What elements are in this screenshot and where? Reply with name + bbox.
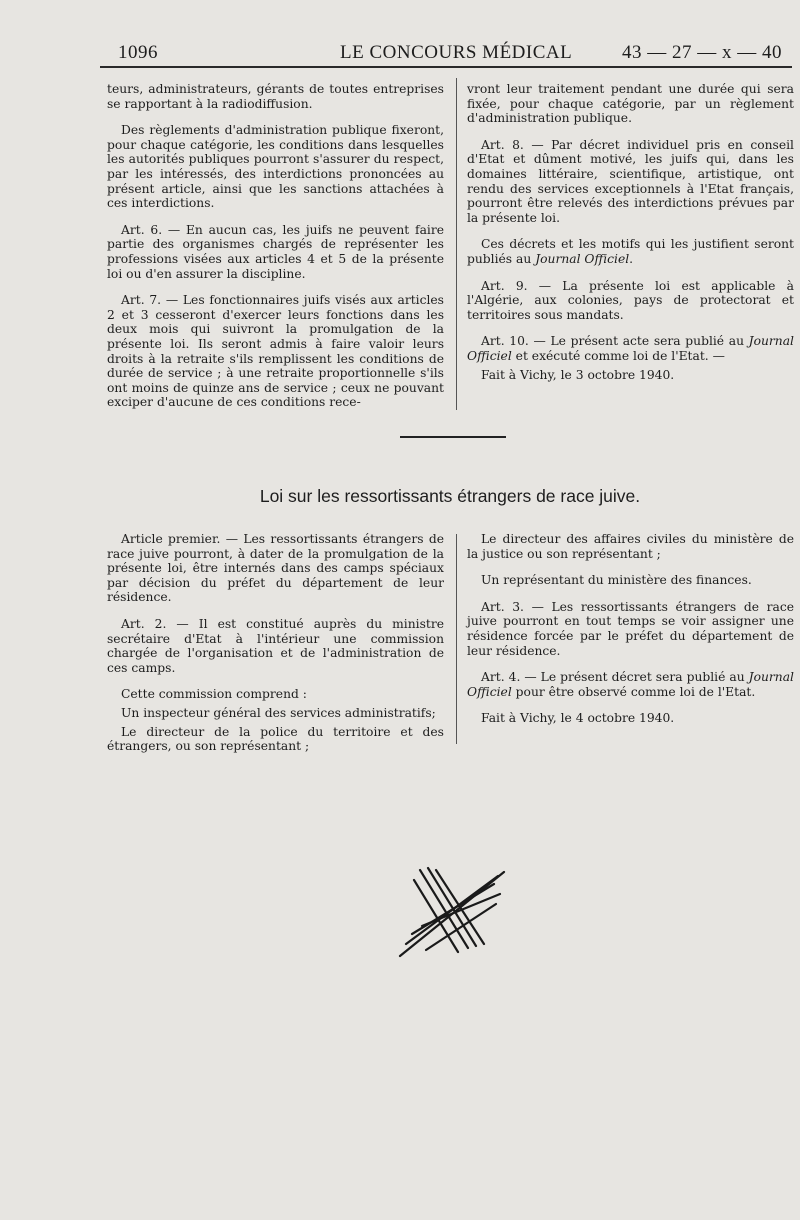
signature-line: Fait à Vichy, le 3 octobre 1940. — [481, 367, 675, 382]
journal-officiel-ref: Journal Officiel — [467, 334, 794, 363]
journal-officiel-ref: Journal Officiel — [535, 251, 630, 266]
article-10 — [467, 334, 794, 363]
article-8: Art. 8. — Par décret individuel pris en conseil d'Etat et dûment motivé, les juifs qui, dans les domaines littéraire, scientifique, artistique, ont rendu des services exceptionnels à l'Etat français, pourront être relevés des interdictions prévues par la présente loi. — [467, 137, 794, 225]
section-title: Loi sur les ressortissants étrangers de race juive. — [259, 486, 641, 506]
text-run: Art. 4. — Le présent décret sera publié au — [481, 670, 749, 685]
second-law-column-left — [107, 532, 444, 766]
page-number: 1096 — [118, 42, 158, 63]
text-run: . — [629, 251, 634, 266]
paragraph-continuation: vront leur traitement pendant une durée qui sera fixée, pour chaque catégorie, par un règlement d'administration publique. — [467, 82, 794, 126]
text-run: et exécuté comme loi de l'Etat. — — [511, 348, 725, 363]
issue-date: 43 — 27 — x — 40 — [622, 42, 782, 63]
column-divider — [456, 78, 457, 410]
paragraph-inspecteur: Un inspecteur général des services administratifs; — [121, 705, 436, 720]
first-law-column-left — [107, 82, 444, 422]
article-9: Art. 9. — La présente loi est applicable à l'Algérie, aux colonies, pays de protectorat et territoires sous mandats. — [467, 278, 794, 322]
paragraph-reglements: Des règlements d'administration publique fixeront, pour chaque catégorie, les conditions dans lesquelles les autorités publiques pourront s'assurer du respect, par les intéressés, des interdictions prononcées au présent article, ainsi que les sanctions attachées à ces interdictions. — [107, 123, 444, 211]
first-law-column-right — [467, 82, 794, 394]
crosshatch-ornament-icon — [396, 866, 510, 960]
article-3: Art. 3. — Les ressortissants étrangers de race juive pourront en tout temps se voir assigner une résidence forcée par le préfet du département de leur résidence. — [467, 599, 794, 658]
header-rule — [100, 66, 792, 68]
paragraph-continuation: teurs, administrateurs, gérants de toutes entreprises se rapportant à la radiodiffusion. — [107, 82, 444, 111]
signature-line: Fait à Vichy, le 4 octobre 1940. — [481, 711, 675, 726]
text-run: Art. 10. — Le présent acte sera publié au — [481, 334, 749, 349]
article-7: Art. 7. — Les fonctionnaires juifs visés aux articles 2 et 3 cesseront d'exercer leurs fonctions dans les deux mois qui suivront la promulgation de la présente loi. Ils seront admis à faire valoir leurs droits à la retraite s'ils remplissent les conditions de durée de service ; à une retraite proportionnelle s'ils ont moins de quinze ans de service ; ceux ne pouvant exciper d'aucune de ces conditions rece- — [107, 293, 444, 410]
article-1: Article premier. — Les ressortissants étrangers de race juive pourront, à dater de la promulgation de la présente loi, être internés dans des camps spéciaux par décision du préfet du département de leur résidence. — [107, 532, 444, 605]
text-run: pour être observé comme loi de l'Etat. — [511, 684, 756, 699]
paragraph-justice: Le directeur des affaires civiles du ministère de la justice ou son représentant ; — [467, 532, 794, 561]
paragraph-commission: Cette commission comprend : — [121, 687, 307, 702]
paragraph-police: Le directeur de la police du territoire et des étrangers, ou son représentant ; — [107, 724, 444, 754]
article-2: Art. 2. — Il est constitué auprès du ministre secrétaire d'Etat à l'intérieur une commission chargée de l'organisation et de l'administration de ces camps. — [107, 616, 444, 675]
journal-officiel-ref: Journal Officiel — [467, 670, 794, 699]
text-run: Ces décrets et les motifs qui les justifient seront publiés au — [467, 237, 794, 266]
section-separator — [400, 436, 506, 438]
journal-title: LE CONCOURS MÉDICAL — [340, 42, 573, 63]
article-6: Art. 6. — En aucun cas, les juifs ne peuvent faire partie des organismes chargés de représenter les professions visées aux articles 4 et 5 de la présente loi ou d'en assurer la discipline. — [107, 222, 444, 281]
article-4 — [467, 670, 794, 699]
second-law-column-right — [467, 532, 794, 738]
paragraph-decrets — [467, 237, 794, 266]
running-header — [100, 38, 790, 68]
column-divider — [456, 534, 457, 744]
paragraph-finances: Un représentant du ministère des finances. — [481, 573, 752, 588]
